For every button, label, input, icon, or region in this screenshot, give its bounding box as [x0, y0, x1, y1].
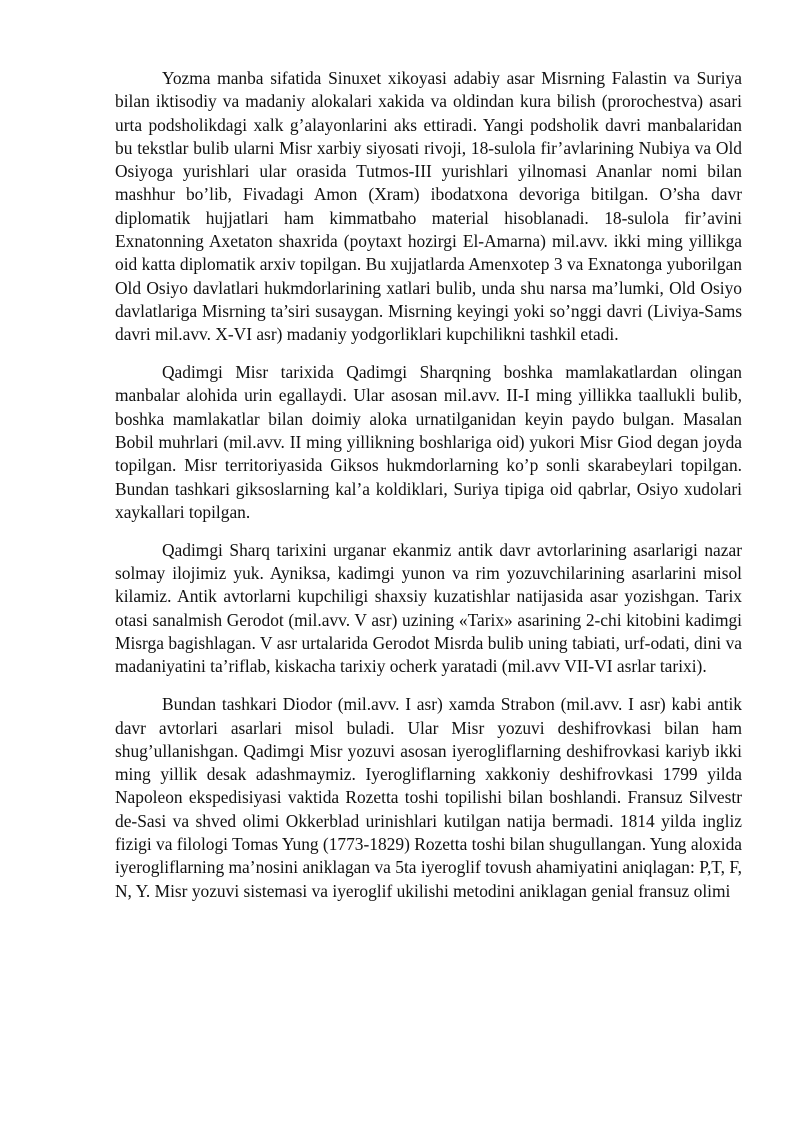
text-body	[115, 67, 742, 903]
paragraph-1: Yozma manba sifatida Sinuxet xikoyasi adabiy asar Misrning Falastin va Suriya bilan iktisodiy va madaniy alokalari xakida va oldindan kura bilish (prorochestva) asari urta podsholikdagi xalk g’alayonlarini aks ettiradi. Yangi podsholik davri manbalaridan bu tekstlar bulib ularni Misr xarbiy siyosati rivoji, 18-sulola fir’avlarining Nubiya va Old Osiyoga yurishlari ular orasida Tutmos-III yurishlari yilnomasi Ananlar nomi bilan mashhur bo’lib, Fivadagi Amon (Xram) ibodatxona devoriga bitilgan. O’sha davr diplomatik hujjatlari ham kimmatbaho material hisoblanadi. 18-sulola fir’avini Exnatonning Axetaton shaxrida (poytaxt hozirgi El-Amarna) mil.avv. ikki ming yillikga oid katta diplomatik arxiv topilgan. Bu xujjatlarda Amenxotep 3 va Exnatonga yuborilgan Old Osiyo davlatlari hukmdorlarining xatlari bulib, unda shu narsa ma’lumki, Old Osiyo davlatlariga Misrning ta’siri susaygan. Misrning keyingi yoki so’nggi davri (Liviya-Sams davri mil.avv. X-VI asr) madaniy yodgorliklari kupchilikni tashkil etadi.	[115, 68, 742, 345]
paragraph-2: Qadimgi Misr tarixida Qadimgi Sharqning boshka mamlakatlardan olingan manbalar alohida urin egallaydi. Ular asosan mil.avv. II-I ming yillikka taallukli bulib, boshka mamlakatlar bilan doimiy aloka urnatilganidan keyin paydo bulgan. Masalan Bobil muhrlari (mil.avv. II ming yillikning boshlariga oid) yukori Misr Giod degan joyda topilgan. Misr territoriyasida Giksos hukmdorlarning ko’p sonli skarabeylari topilgan. Bundan tashkari giksoslarning kal’a koldiklari, Suriya tipiga oid qabrlar, Osiyo xudolari xaykallari topilgan.	[115, 362, 742, 522]
paragraph-4: Bundan tashkari Diodor (mil.avv. I asr) xamda Strabon (mil.avv. I asr) kabi antik davr avtorlari asarlari misol buladi. Ular Misr yozuvi deshifrovkasi bilan ham shug’ullanishgan. Qadimgi Misr yozuvi asosan iyerogliflarning deshifrovkasi kariyb ikki ming yillik desak adashmaymiz. Iyerogliflarning xakkoniy deshifrovkasi 1799 yilda Napoleon ekspedisiyasi vaktida Rozetta toshi topilishi bilan boshlandi. Fransuz Silvestr de-Sasi va shved olimi Okkerblad urinishlari kutilgan natija bermadi. 1814 yilda ingliz fizigi va filologi Tomas Yung (1773-1829) Rozetta toshi bilan shugullangan. Yung aloxida iyerogliflarning ma’nosini aniklagan va 5ta iyeroglif tovush ahamiyatini aniqlagan: P,T, F, N, Y. Misr yozuvi sistemasi va iyeroglif ukilishi metodini aniklagan genial fransuz olimi	[115, 694, 743, 901]
paragraph-3: Qadimgi Sharq tarixini urganar ekanmiz antik davr avtorlarining asarlarigi nazar solmay ilojimiz yuk. Ayniksa, kadimgi yunon va rim yozuvchilarining asarlarini misol kilamiz. Antik avtorlarni kupchiligi shaxsiy kuzatishlar natijasida asar yozishgan. Tarix otasi sanalmish Gerodot (mil.avv. V asr) uzining «Tarix» asarining 2-chi kitobini kadimgi Misrga bagishlagan. V asr urtalarida Gerodot Misrda bulib uning tabiati, urf-odati, dini va madaniyatini ta’riflab, kiskacha tarixiy ocherk yaratadi (mil.avv VII-VI asrlar tarixi).	[115, 539, 742, 677]
